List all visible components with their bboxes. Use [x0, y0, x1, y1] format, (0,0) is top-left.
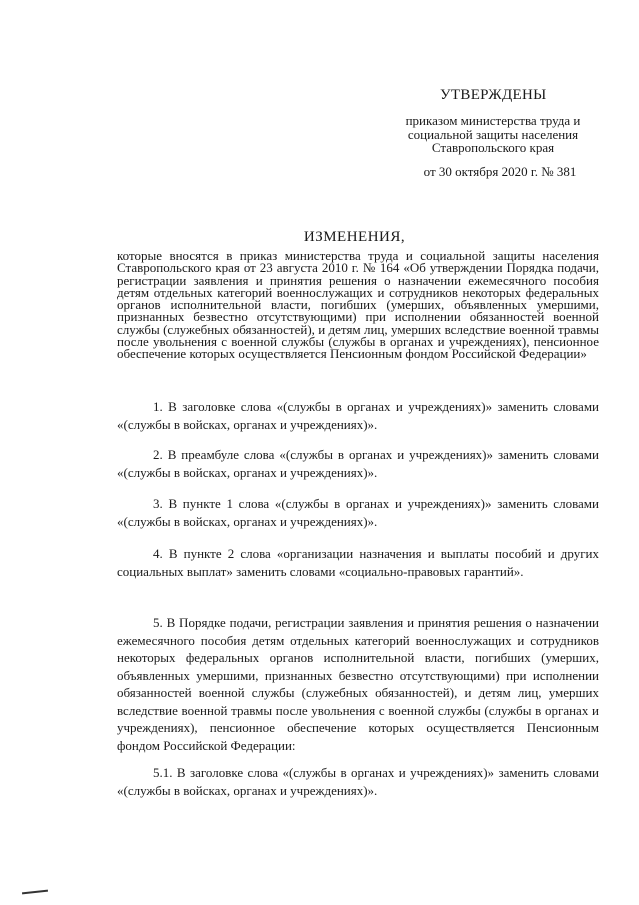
document-title: ИЗМЕНЕНИЯ, — [303, 229, 406, 245]
item-2: 2. В преамбуле слова «(службы в органах и учреждениях)» заменить словами «(службы в войсках, органах и учреждениях)». — [117, 447, 599, 480]
item-3: 3. В пункте 1 слова «(службы в органах и учреждениях)» заменить словами «(службы в войсках, органах и учреждениях)». — [117, 496, 599, 529]
item-1: 1. В заголовке слова «(службы в органах и учреждениях)» заменить словами «(службы в войсках, органах и учреждениях)». — [117, 399, 599, 432]
margin-mark — [22, 890, 48, 895]
approval-block — [388, 86, 598, 179]
approval-order-line-2: социальной защиты населения — [407, 126, 579, 142]
item-4: 4. В пункте 2 слова «организации назначения и выплаты пособий и других социальных выплат» заменить словами «социально-правовых гарантий». — [117, 546, 599, 579]
subitem-5-1: 5.1. В заголовке слова «(службы в органах и учреждениях)» заменить словами «(службы в войсках, органах и учреждениях)». — [117, 765, 599, 798]
approval-order-line-3: Ставропольского края — [431, 140, 555, 155]
approval-title: УТВЕРЖДЕНЫ — [440, 87, 547, 103]
approval-order — [388, 114, 598, 155]
document-preamble: которые вносятся в приказ министерства труда и социальной защиты населения Ставропольского края от 23 августа 2010 г. № 164 «Об утверждении Порядка подачи, регистрации заявления и принятия решения о назначении ежемесячного пособия детям отдельных категорий военнослужащих и сотрудников некоторых федеральных органов исполнительной власти, погибших (умерших, объявленных умершими, признанных безвестно отсутствующими) при исполнении обязанностей военной службы (служебных обязанностей), и детям лиц, умерших вследствие военной травмы после увольнения с военной службы (службы в органах и учреждениях), пенсионное обеспечение которых осуществляется Пенсионным фондом Российской Федерации» — [117, 248, 599, 362]
approval-order-line-1: приказом министерства труда и — [405, 113, 581, 128]
item-5: 5. В Порядке подачи, регистрации заявления и принятия решения о назначении ежемесячного пособия детям отдельных категорий военнослужащих и сотрудников некоторых федеральных органов исполнительной власти, погибших (умерших, объявленных умершими, признанных безвестно отсутствующими) при исполнении обязанностей военной службы (служебных обязанностей), и детям лиц, умерших вследствие военной травмы после увольнения с военной службы (службы в органах и учреждениях), пенсионное обеспечение которых осуществляется Пенсионным фондом Российской Федерации: — [117, 615, 599, 753]
approval-date: от 30 октября 2020 г. № 381 — [423, 163, 577, 179]
